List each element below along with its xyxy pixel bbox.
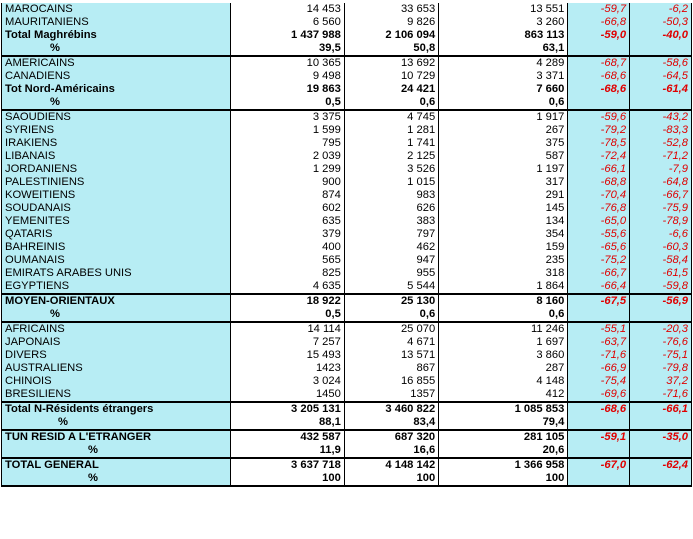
variation-col2: 37,2	[630, 375, 692, 388]
value-col1: 0,5	[230, 308, 344, 322]
table-row	[2, 322, 692, 336]
value-col3: 0,6	[439, 308, 568, 322]
value-col2: 3 526	[344, 163, 438, 176]
value-col2: 462	[344, 241, 438, 254]
variation-col1: -79,2	[568, 124, 630, 137]
row-label: SAOUDIENS	[2, 110, 231, 124]
value-col3: 145	[439, 202, 568, 215]
value-col3: 3 260	[439, 16, 568, 29]
value-col3: 235	[439, 254, 568, 267]
table-row	[2, 267, 692, 280]
row-label: BRESILIENS	[2, 388, 231, 402]
value-col1: 1423	[230, 362, 344, 375]
variation-col2	[630, 416, 692, 430]
value-col2: 100	[344, 472, 438, 486]
value-col2: 83,4	[344, 416, 438, 430]
variation-col1: -72,4	[568, 150, 630, 163]
value-col1: 379	[230, 228, 344, 241]
value-col1: 565	[230, 254, 344, 267]
variation-col1: -69,6	[568, 388, 630, 402]
value-col1: 3 375	[230, 110, 344, 124]
variation-col2: -7,9	[630, 163, 692, 176]
table-row	[2, 215, 692, 228]
variation-col1: -59,0	[568, 29, 630, 42]
variation-col1: -68,6	[568, 402, 630, 416]
value-col1: 0,5	[230, 96, 344, 110]
value-col2: 1 281	[344, 124, 438, 137]
value-col2: 687 320	[344, 430, 438, 444]
row-label: AMERICAINS	[2, 56, 231, 70]
value-col1: 3 024	[230, 375, 344, 388]
value-col1: 15 493	[230, 349, 344, 362]
variation-col1	[568, 308, 630, 322]
row-label: OUMANAIS	[2, 254, 231, 267]
value-col2: 955	[344, 267, 438, 280]
table-row	[2, 176, 692, 189]
table-row	[2, 3, 692, 16]
variation-col1: -65,6	[568, 241, 630, 254]
table-row	[2, 362, 692, 375]
variation-col2: -40,0	[630, 29, 692, 42]
variation-col1: -68,7	[568, 56, 630, 70]
variation-col1: -68,8	[568, 176, 630, 189]
variation-col2: -58,4	[630, 254, 692, 267]
value-col3: 7 660	[439, 83, 568, 96]
total-row	[2, 83, 692, 96]
total-row	[2, 430, 692, 444]
variation-col2: -83,3	[630, 124, 692, 137]
variation-col2	[630, 444, 692, 458]
value-col1: 795	[230, 137, 344, 150]
value-col3: 317	[439, 176, 568, 189]
row-label: EGYPTIENS	[2, 280, 231, 294]
value-col3: 375	[439, 137, 568, 150]
table-row	[2, 349, 692, 362]
value-col2: 983	[344, 189, 438, 202]
variation-col2: -79,8	[630, 362, 692, 375]
value-col2: 383	[344, 215, 438, 228]
row-label: JORDANIENS	[2, 163, 231, 176]
row-label: EMIRATS ARABES UNIS	[2, 267, 231, 280]
value-col1: 3 205 131	[230, 402, 344, 416]
variation-col1: -59,7	[568, 3, 630, 16]
row-label: AFRICAINS	[2, 322, 231, 336]
variation-col2	[630, 96, 692, 110]
row-label: TOTAL GENERAL	[2, 458, 231, 472]
variation-col2: -61,5	[630, 267, 692, 280]
variation-col1	[568, 42, 630, 56]
variation-col2: -78,9	[630, 215, 692, 228]
variation-col2: -6,2	[630, 3, 692, 16]
row-label: SOUDANAIS	[2, 202, 231, 215]
value-col3: 318	[439, 267, 568, 280]
variation-col1: -66,7	[568, 267, 630, 280]
value-col3: 1 917	[439, 110, 568, 124]
table-row	[2, 375, 692, 388]
value-col1: 6 560	[230, 16, 344, 29]
variation-col2	[630, 42, 692, 56]
row-label: %	[2, 96, 231, 110]
variation-col1: -78,5	[568, 137, 630, 150]
value-col1: 4 635	[230, 280, 344, 294]
value-col1: 9 498	[230, 70, 344, 83]
variation-col2: -59,8	[630, 280, 692, 294]
value-col2: 4 745	[344, 110, 438, 124]
value-col2: 24 421	[344, 83, 438, 96]
row-label: LIBANAIS	[2, 150, 231, 163]
table-row	[2, 150, 692, 163]
value-col2: 4 671	[344, 336, 438, 349]
value-col3: 3 371	[439, 70, 568, 83]
statistics-table	[1, 3, 692, 487]
row-label: YEMENITES	[2, 215, 231, 228]
table-row	[2, 202, 692, 215]
value-col2: 50,8	[344, 42, 438, 56]
value-col3: 587	[439, 150, 568, 163]
variation-col1: -75,4	[568, 375, 630, 388]
variation-col2: -52,8	[630, 137, 692, 150]
value-col3: 3 860	[439, 349, 568, 362]
table-row	[2, 280, 692, 294]
table-row	[2, 189, 692, 202]
total-row	[2, 29, 692, 42]
value-col3: 79,4	[439, 416, 568, 430]
value-col3: 20,6	[439, 444, 568, 458]
variation-col1: -70,4	[568, 189, 630, 202]
table-row	[2, 254, 692, 267]
value-col1: 10 365	[230, 56, 344, 70]
value-col3: 4 289	[439, 56, 568, 70]
table-row	[2, 388, 692, 402]
variation-col2: -71,6	[630, 388, 692, 402]
value-col3: 267	[439, 124, 568, 137]
row-label: Total Maghrébins	[2, 29, 231, 42]
row-label: CANADIENS	[2, 70, 231, 83]
value-col1: 825	[230, 267, 344, 280]
value-col2: 16 855	[344, 375, 438, 388]
value-col2: 947	[344, 254, 438, 267]
value-col2: 25 070	[344, 322, 438, 336]
table-row	[2, 16, 692, 29]
row-label: SYRIENS	[2, 124, 231, 137]
variation-col1: -63,7	[568, 336, 630, 349]
value-col2: 0,6	[344, 308, 438, 322]
value-col2: 5 544	[344, 280, 438, 294]
value-col2: 9 826	[344, 16, 438, 29]
percent-row	[2, 96, 692, 110]
value-col3: 100	[439, 472, 568, 486]
value-col3: 134	[439, 215, 568, 228]
value-col2: 797	[344, 228, 438, 241]
table-row	[2, 124, 692, 137]
row-label: TUN RESID A L'ETRANGER	[2, 430, 231, 444]
percent-row	[2, 416, 692, 430]
value-col3: 0,6	[439, 96, 568, 110]
value-col3: 354	[439, 228, 568, 241]
value-col1: 18 922	[230, 294, 344, 308]
variation-col1: -55,6	[568, 228, 630, 241]
value-col1: 1 437 988	[230, 29, 344, 42]
table-row	[2, 137, 692, 150]
value-col2: 13 692	[344, 56, 438, 70]
row-label: Tot Nord-Américains	[2, 83, 231, 96]
variation-col1: -67,0	[568, 458, 630, 472]
row-label: DIVERS	[2, 349, 231, 362]
value-col3: 13 551	[439, 3, 568, 16]
percent-row	[2, 472, 692, 486]
value-col3: 8 160	[439, 294, 568, 308]
value-col1: 7 257	[230, 336, 344, 349]
variation-col2: -56,9	[630, 294, 692, 308]
value-col3: 863 113	[439, 29, 568, 42]
table-body	[2, 3, 692, 486]
table-row	[2, 228, 692, 241]
value-col1: 14 114	[230, 322, 344, 336]
variation-col2: -35,0	[630, 430, 692, 444]
variation-col2: -71,2	[630, 150, 692, 163]
value-col3: 1 697	[439, 336, 568, 349]
value-col3: 1 197	[439, 163, 568, 176]
variation-col2: -6,6	[630, 228, 692, 241]
variation-col1: -66,4	[568, 280, 630, 294]
row-label: %	[2, 42, 231, 56]
variation-col1	[568, 472, 630, 486]
variation-col1: -59,1	[568, 430, 630, 444]
value-col1: 11,9	[230, 444, 344, 458]
value-col1: 900	[230, 176, 344, 189]
variation-col2: -75,1	[630, 349, 692, 362]
variation-col2: -64,5	[630, 70, 692, 83]
value-col1: 635	[230, 215, 344, 228]
variation-col2: -75,9	[630, 202, 692, 215]
row-label: Total N-Résidents étrangers	[2, 402, 231, 416]
variation-col1: -66,8	[568, 16, 630, 29]
total-row	[2, 402, 692, 416]
table-row	[2, 110, 692, 124]
value-col1: 14 453	[230, 3, 344, 16]
variation-col1: -55,1	[568, 322, 630, 336]
table-row	[2, 163, 692, 176]
row-label: %	[2, 472, 231, 486]
value-col1: 1450	[230, 388, 344, 402]
row-label: MOYEN-ORIENTAUX	[2, 294, 231, 308]
value-col3: 1 366 958	[439, 458, 568, 472]
row-label: MAROCAINS	[2, 3, 231, 16]
table-row	[2, 241, 692, 254]
row-label: QATARIS	[2, 228, 231, 241]
value-col3: 1 864	[439, 280, 568, 294]
value-col3: 291	[439, 189, 568, 202]
value-col2: 3 460 822	[344, 402, 438, 416]
value-col2: 4 148 142	[344, 458, 438, 472]
value-col1: 602	[230, 202, 344, 215]
value-col2: 0,6	[344, 96, 438, 110]
row-label: KOWEITIENS	[2, 189, 231, 202]
value-col2: 33 653	[344, 3, 438, 16]
variation-col1: -68,6	[568, 70, 630, 83]
value-col3: 11 246	[439, 322, 568, 336]
variation-col2: -50,3	[630, 16, 692, 29]
total-row	[2, 458, 692, 472]
value-col1: 400	[230, 241, 344, 254]
value-col3: 1 085 853	[439, 402, 568, 416]
variation-col2: -58,6	[630, 56, 692, 70]
value-col3: 287	[439, 362, 568, 375]
row-label: BAHREINIS	[2, 241, 231, 254]
variation-col1	[568, 444, 630, 458]
variation-col1: -75,2	[568, 254, 630, 267]
row-label: %	[2, 444, 231, 458]
variation-col2: -20,3	[630, 322, 692, 336]
value-col2: 25 130	[344, 294, 438, 308]
variation-col1: -66,1	[568, 163, 630, 176]
value-col3: 281 105	[439, 430, 568, 444]
table-row	[2, 336, 692, 349]
value-col2: 13 571	[344, 349, 438, 362]
value-col2: 10 729	[344, 70, 438, 83]
value-col2: 2 125	[344, 150, 438, 163]
row-label: CHINOIS	[2, 375, 231, 388]
row-label: AUSTRALIENS	[2, 362, 231, 375]
value-col3: 159	[439, 241, 568, 254]
total-row	[2, 294, 692, 308]
value-col1: 88,1	[230, 416, 344, 430]
value-col2: 2 106 094	[344, 29, 438, 42]
value-col2: 16,6	[344, 444, 438, 458]
value-col1: 3 637 718	[230, 458, 344, 472]
variation-col1	[568, 96, 630, 110]
value-col3: 4 148	[439, 375, 568, 388]
variation-col2: -60,3	[630, 241, 692, 254]
variation-col1: -67,5	[568, 294, 630, 308]
variation-col2: -61,4	[630, 83, 692, 96]
variation-col1: -59,6	[568, 110, 630, 124]
variation-col2	[630, 308, 692, 322]
variation-col2: -43,2	[630, 110, 692, 124]
value-col1: 39,5	[230, 42, 344, 56]
table-row	[2, 56, 692, 70]
value-col1: 874	[230, 189, 344, 202]
variation-col2: -66,7	[630, 189, 692, 202]
table-row	[2, 70, 692, 83]
variation-col2: -66,1	[630, 402, 692, 416]
variation-col2: -64,8	[630, 176, 692, 189]
value-col2: 867	[344, 362, 438, 375]
variation-col1: -71,6	[568, 349, 630, 362]
value-col1: 2 039	[230, 150, 344, 163]
value-col1: 432 587	[230, 430, 344, 444]
percent-row	[2, 444, 692, 458]
percent-row	[2, 308, 692, 322]
variation-col2: -76,6	[630, 336, 692, 349]
row-label: PALESTINIENS	[2, 176, 231, 189]
value-col2: 1357	[344, 388, 438, 402]
row-label: IRAKIENS	[2, 137, 231, 150]
variation-col1	[568, 416, 630, 430]
value-col1: 100	[230, 472, 344, 486]
variation-col2	[630, 472, 692, 486]
value-col2: 1 015	[344, 176, 438, 189]
row-label: MAURITANIENS	[2, 16, 231, 29]
variation-col1: -65,0	[568, 215, 630, 228]
value-col3: 412	[439, 388, 568, 402]
row-label: %	[2, 308, 231, 322]
value-col3: 63,1	[439, 42, 568, 56]
value-col1: 1 599	[230, 124, 344, 137]
variation-col1: -66,9	[568, 362, 630, 375]
variation-col2: -62,4	[630, 458, 692, 472]
variation-col1: -76,8	[568, 202, 630, 215]
variation-col1: -68,6	[568, 83, 630, 96]
value-col2: 626	[344, 202, 438, 215]
value-col1: 1 299	[230, 163, 344, 176]
percent-row	[2, 42, 692, 56]
value-col2: 1 741	[344, 137, 438, 150]
value-col1: 19 863	[230, 83, 344, 96]
row-label: JAPONAIS	[2, 336, 231, 349]
row-label: %	[2, 416, 231, 430]
